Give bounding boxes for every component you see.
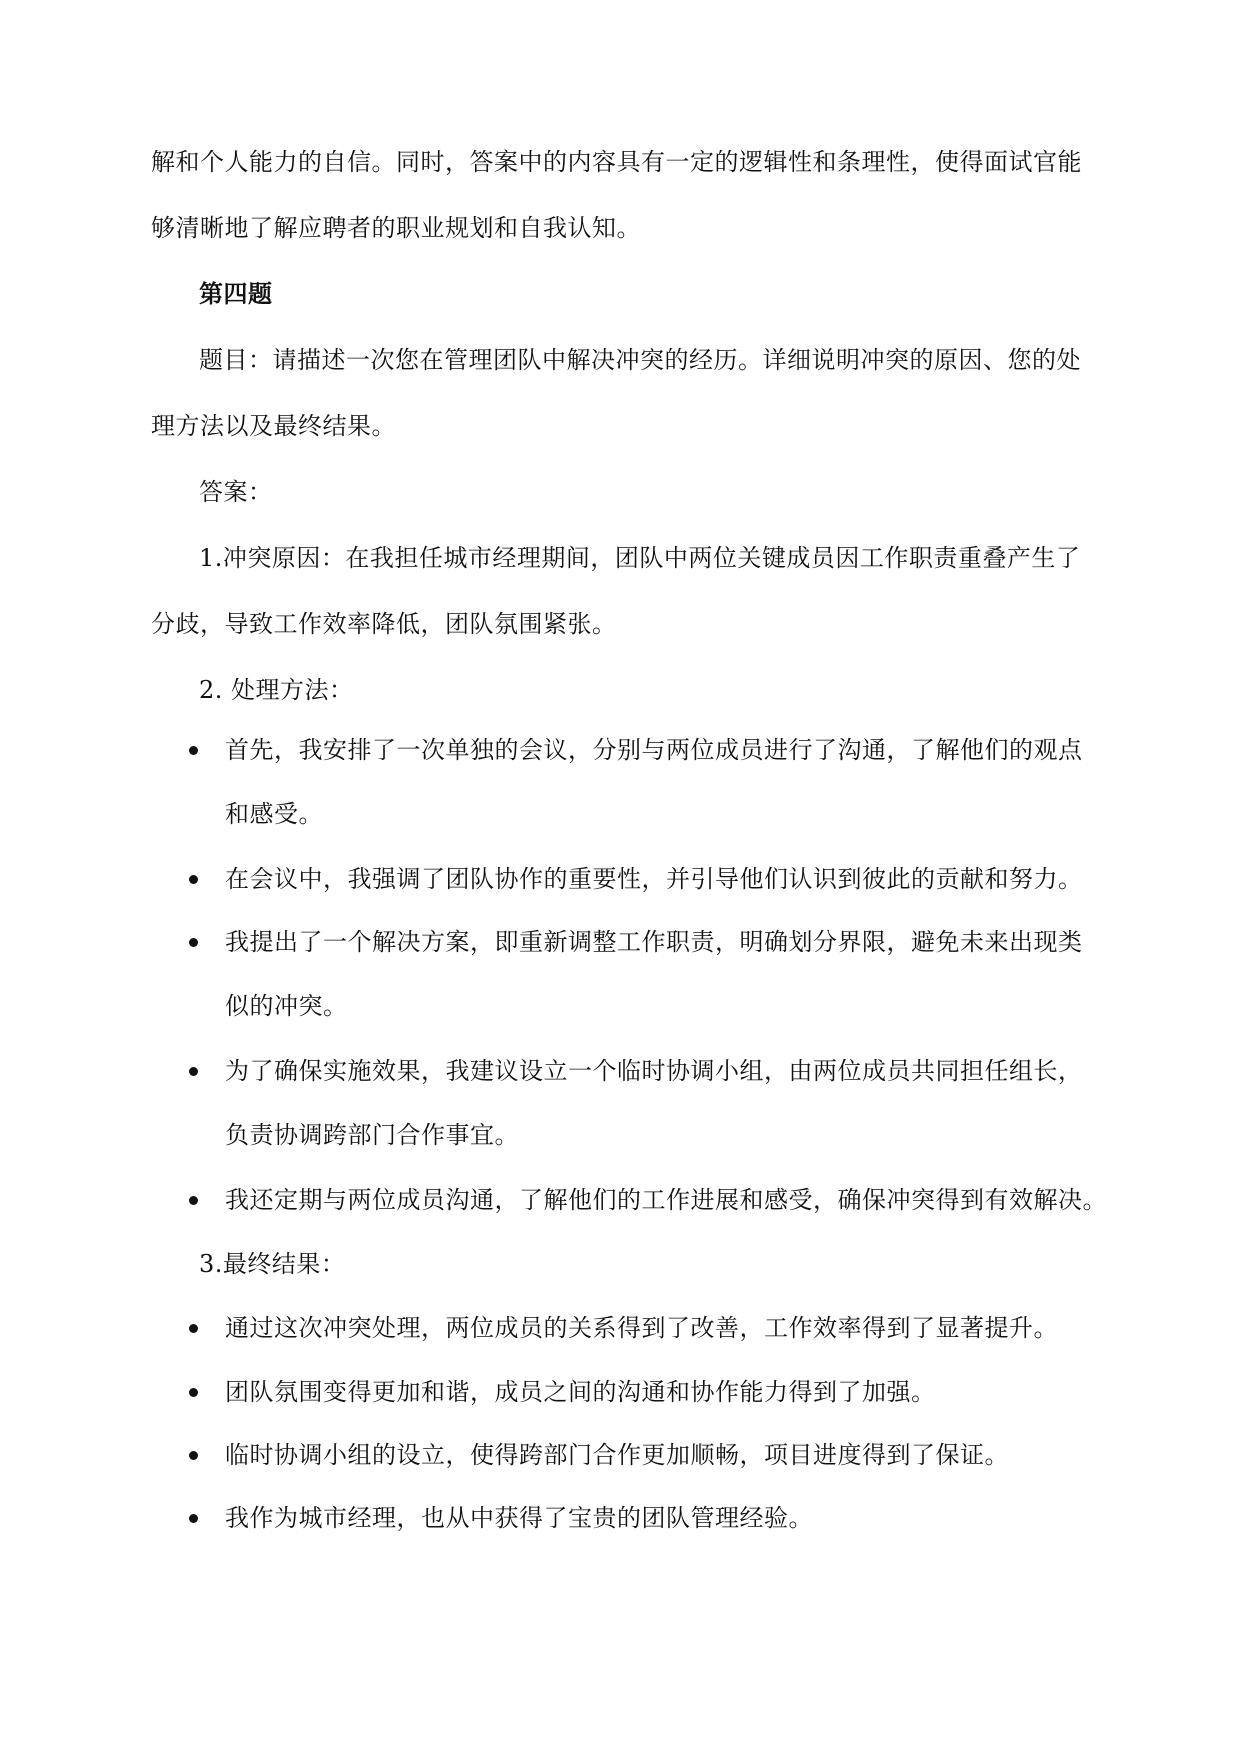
answer-label: 答案： — [199, 478, 273, 506]
result-item-1: 通过这次冲突处理，两位成员的关系得到了改善，工作效率得到了显著提升。 — [225, 1314, 1058, 1342]
method-item-1-line-2: 和感受。 — [225, 800, 323, 828]
method-item-4-line-2: 负责协调跨部门合作事宜。 — [225, 1121, 519, 1149]
bullet-icon — [189, 1388, 198, 1397]
bullet-icon — [189, 1324, 198, 1333]
bullet-icon — [189, 746, 198, 755]
result-item-2: 团队氛围变得更加和谐，成员之间的沟通和协作能力得到了加强。 — [225, 1378, 936, 1406]
question-line-1: 题目：请描述一次您在管理团队中解决冲突的经历。详细说明冲突的原因、您的处 — [199, 346, 1081, 374]
cause-line-1: 1.冲突原因：在我担任城市经理期间，团队中两位关键成员因工作职责重叠产生了 — [199, 544, 1081, 572]
method-item-2-line-1: 在会议中，我强调了团队协作的重要性，并引导他们认识到彼此的贡献和努力。 — [225, 865, 1083, 893]
bullet-icon — [189, 1196, 198, 1205]
bullet-icon — [189, 1451, 198, 1460]
intro-line-2: 够清晰地了解应聘者的职业规划和自我认知。 — [151, 214, 641, 242]
method-item-3-line-1: 我提出了一个解决方案，即重新调整工作职责，明确划分界限，避免未来出现类 — [225, 928, 1083, 956]
result-heading: 3.最终结果： — [199, 1250, 346, 1278]
method-item-1-line-1: 首先，我安排了一次单独的会议，分别与两位成员进行了沟通，了解他们的观点 — [225, 736, 1083, 764]
method-item-4-line-1: 为了确保实施效果，我建议设立一个临时协调小组，由两位成员共同担任组长， — [225, 1057, 1083, 1085]
bullet-icon — [189, 938, 198, 947]
result-item-4: 我作为城市经理，也从中获得了宝贵的团队管理经验。 — [225, 1504, 813, 1532]
cause-line-2: 分歧，导致工作效率降低，团队氛围紧张。 — [151, 610, 617, 638]
method-item-5-line-1: 我还定期与两位成员沟通，了解他们的工作进展和感受，确保冲突得到有效解决。 — [225, 1186, 1107, 1214]
bullet-icon — [189, 875, 198, 884]
result-item-3: 临时协调小组的设立，使得跨部门合作更加顺畅，项目进度得到了保证。 — [225, 1441, 1009, 1469]
method-heading: 2. 处理方法： — [199, 676, 354, 704]
bullet-icon — [189, 1514, 198, 1523]
method-item-3-line-2: 似的冲突。 — [225, 992, 348, 1020]
intro-line-1: 解和个人能力的自信。同时，答案中的内容具有一定的逻辑性和条理性，使得面试官能 — [151, 148, 1082, 176]
bullet-icon — [189, 1067, 198, 1076]
section-heading: 第四题 — [199, 279, 273, 308]
question-line-2: 理方法以及最终结果。 — [151, 412, 396, 440]
